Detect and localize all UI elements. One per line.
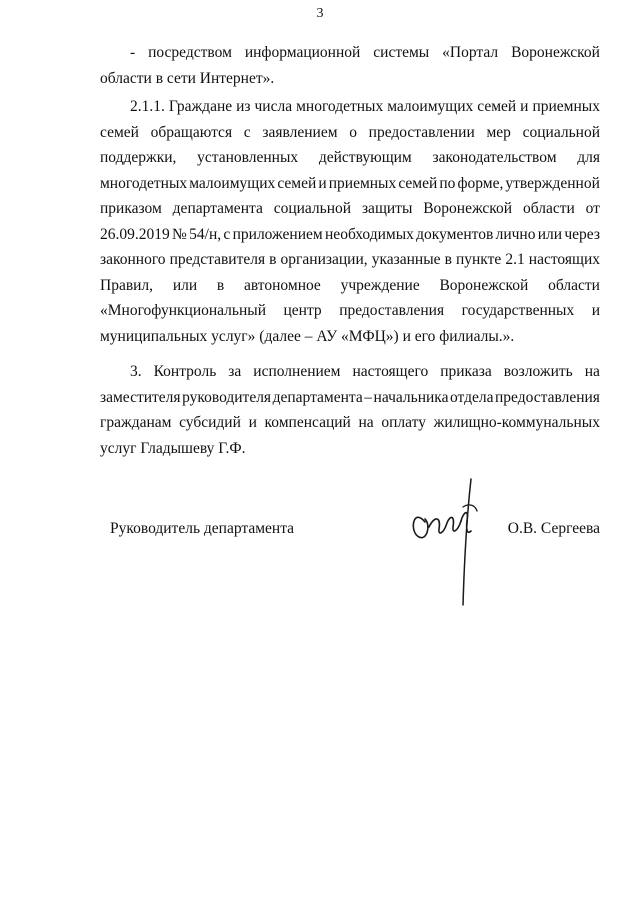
word: «Портал (442, 44, 499, 61)
text-line (100, 273, 600, 299)
word: многодетных (296, 98, 384, 115)
word: многодетных (100, 174, 188, 192)
word: организации, (280, 251, 368, 268)
text-line (100, 222, 600, 248)
word: установленных (197, 149, 299, 166)
word: семей (398, 174, 438, 192)
word: 54/н, (189, 225, 222, 243)
word: документов (416, 225, 494, 243)
word: и (318, 174, 327, 192)
word: в (444, 251, 452, 268)
word: по (439, 174, 456, 192)
word: представителя (169, 251, 266, 268)
text-line (100, 298, 600, 324)
word: в (269, 251, 277, 268)
text-line (100, 171, 600, 197)
word: или (537, 225, 563, 243)
text-line: муниципальных услуг» (далее – АУ «МФЦ») и его филиалы.». (100, 327, 515, 345)
word: о (349, 123, 357, 141)
word: семей (477, 98, 517, 115)
word: центр (283, 302, 322, 319)
text-line (100, 120, 600, 146)
word: и (248, 414, 257, 431)
word: форме, (457, 174, 504, 192)
text-line (100, 247, 600, 273)
word: приказом (100, 200, 162, 217)
word: государственных (461, 302, 575, 319)
word: Правил, (100, 276, 154, 294)
word: предоставлении (368, 123, 475, 141)
word: утвержденной (505, 174, 600, 192)
word: социальной (522, 123, 600, 141)
word: отдела (449, 388, 494, 406)
word: системы (373, 44, 430, 61)
word: начальника (373, 388, 449, 406)
word: необходимых (325, 225, 414, 243)
word: и (520, 98, 529, 115)
text-line (100, 145, 600, 171)
word: социальной (273, 200, 352, 217)
word: мер (486, 123, 511, 141)
text-line (100, 94, 600, 120)
word: из (236, 98, 251, 115)
word: за (228, 363, 242, 380)
text-line (100, 385, 600, 411)
word: гражданам (100, 414, 172, 431)
word: Граждане (168, 98, 233, 115)
word: обращаются (150, 123, 233, 141)
word: с (243, 123, 251, 141)
word: поддержки, (100, 149, 177, 166)
word: на (358, 414, 374, 431)
text-line (100, 410, 600, 436)
word: № (172, 225, 187, 243)
signatory-name: О.В. Сергеева (507, 520, 600, 537)
word: оплату (381, 414, 426, 431)
word: заместителя (100, 388, 181, 406)
word: малоимущих (387, 98, 474, 115)
word: на (584, 363, 600, 380)
word: 2.1 (505, 251, 525, 268)
word: или (172, 276, 198, 294)
paragraph-2-1-1 (100, 94, 600, 349)
word: области (522, 200, 575, 217)
word: пункте (455, 251, 502, 268)
word: приложением (232, 225, 323, 243)
word: информационной (244, 44, 361, 61)
word: посредством (148, 44, 232, 61)
signatory-position: Руководитель департамента (110, 520, 295, 537)
word: приказа (440, 363, 492, 380)
word: действующим (318, 149, 412, 166)
text-line (100, 40, 600, 66)
word: «Многофункциональный (100, 302, 266, 319)
word: – (364, 388, 373, 406)
word: в (216, 276, 225, 294)
word: для (577, 149, 600, 166)
word: учреждение (340, 276, 420, 294)
page-number: 3 (316, 6, 324, 21)
word: предоставления (339, 302, 445, 319)
word: указанные (371, 251, 441, 268)
word: 3. (130, 363, 142, 380)
word: числа (254, 98, 293, 115)
text-line: области в сети Интернет». (100, 69, 275, 87)
word: жилищно-коммунальных (433, 414, 600, 431)
word: Воронежской (439, 276, 529, 294)
word: субсидий (179, 414, 241, 431)
word: законного (100, 251, 166, 268)
word: предоставления (495, 388, 600, 406)
word: от (585, 200, 600, 217)
text-line (100, 196, 600, 222)
text-line (100, 359, 600, 385)
word: департамента (172, 200, 263, 217)
signature-block (0, 517, 640, 597)
paragraph-portal (100, 40, 600, 91)
word: заявлением (262, 123, 338, 141)
word: исполнением (253, 363, 341, 380)
text-line: услуг Гладышеву Г.Ф. (100, 439, 246, 457)
word: департамента (272, 388, 363, 406)
word: Контроль (153, 363, 217, 380)
word: малоимущих (189, 174, 276, 192)
handwritten-signature (405, 477, 495, 607)
word: 2.1.1. (130, 98, 165, 115)
word: - (130, 44, 136, 61)
word: законодательством (432, 149, 557, 166)
word: приемных (532, 98, 600, 115)
word: семей (100, 123, 139, 141)
word: возложить (503, 363, 573, 380)
word: лично (495, 225, 536, 243)
word: руководителя (182, 388, 272, 406)
word: автономное (244, 276, 321, 294)
paragraph-3-control (100, 359, 600, 461)
word: семей (277, 174, 317, 192)
word: с (223, 225, 231, 243)
word: приемных (328, 174, 397, 192)
word: компенсаций (264, 414, 351, 431)
word: настоящих (528, 251, 600, 268)
word: 26.09.2019 (100, 225, 170, 243)
word: Воронежской (423, 200, 513, 217)
word: и (591, 302, 600, 319)
word: через (564, 225, 600, 243)
word: защиты (361, 200, 413, 217)
word: настоящего (352, 363, 429, 380)
word: области (548, 276, 600, 294)
word: Воронежской (511, 44, 600, 61)
